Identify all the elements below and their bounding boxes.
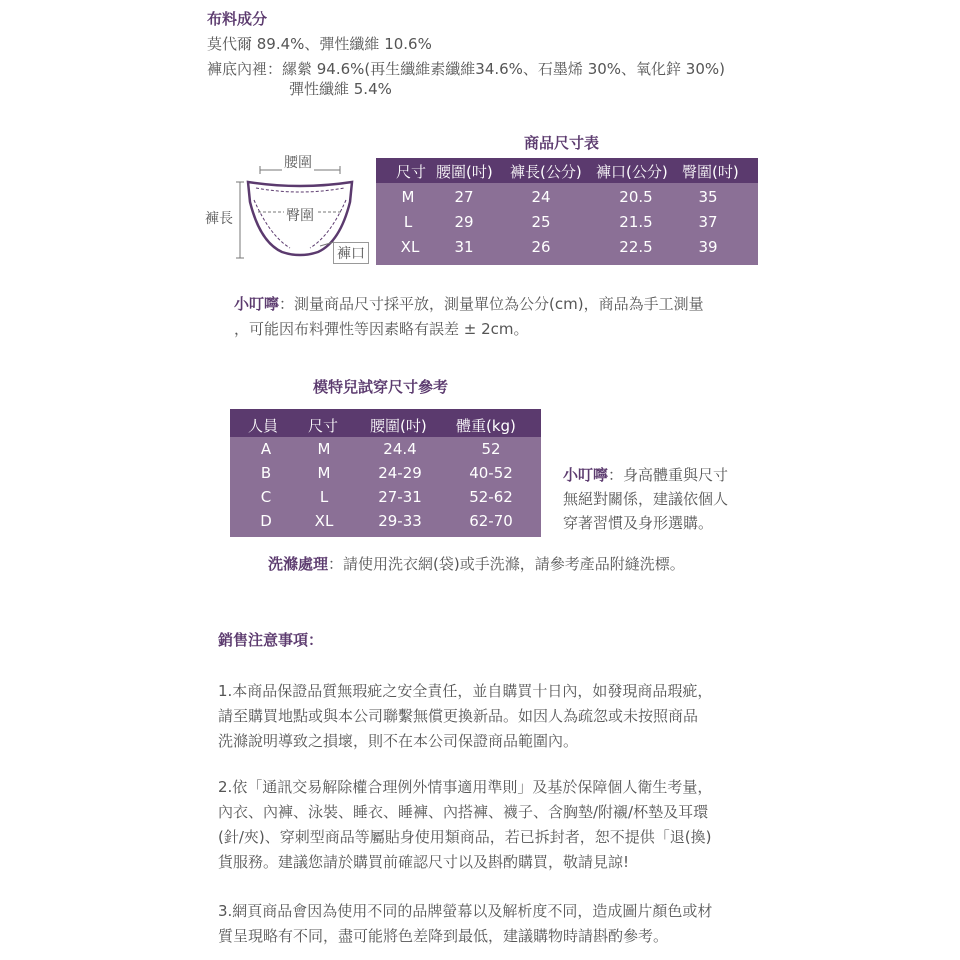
size-cell: 35 xyxy=(698,188,718,206)
model-cell: D xyxy=(260,512,272,530)
tip-body-text-3: 穿著習慣及身形選購。 xyxy=(563,514,714,532)
washing-text: ：請使用洗衣網(袋)或手洗滌，請參考產品附縫洗標。 xyxy=(328,555,685,573)
model-cell: 62-70 xyxy=(469,512,513,530)
size-cell: 27 xyxy=(454,188,474,206)
size-chart-table xyxy=(376,158,758,265)
size-header-size: 尺寸 xyxy=(396,163,427,181)
notice-title: 銷售注意事項： xyxy=(218,631,324,649)
tip-measure xyxy=(234,293,704,314)
size-chart-title: 商品尺寸表 xyxy=(524,134,600,152)
model-cell: M xyxy=(317,464,331,482)
notice-p1-line-1: 1.本商品保證品質無瑕疵之安全責任，並自購買十日內，如發現商品瑕疵， xyxy=(218,682,713,700)
fabric-title: 布料成分 xyxy=(207,10,268,28)
model-cell: 24.4 xyxy=(383,440,417,458)
size-cell: 22.5 xyxy=(619,238,653,256)
size-cell: XL xyxy=(400,238,420,256)
size-header-waist: 腰圍(吋) xyxy=(436,163,493,181)
size-cell: 24 xyxy=(531,188,551,206)
size-header-leg: 褲口(公分) xyxy=(596,163,668,181)
model-header-size: 尺寸 xyxy=(308,417,339,435)
diagram-label-leg: 褲口 xyxy=(333,242,369,264)
notice-p2-line-3: (針/夾)、穿刺型商品等屬貼身使用類商品，若已拆封者，恕不提供「退(換) xyxy=(218,828,712,846)
tip-body xyxy=(563,464,728,485)
notice-p3-line-2: 質呈現略有不同，盡可能將色差降到最低，建議購物時請斟酌參考。 xyxy=(218,927,669,945)
model-cell: A xyxy=(260,440,272,458)
notice-p2-line-1: 2.依「通訊交易解除權合理例外情事適用準則」及基於保障個人衛生考量， xyxy=(218,778,713,796)
tip-measure-text: ：測量商品尺寸採平放，測量單位為公分(cm)，商品為手工測量 xyxy=(279,295,704,313)
model-header-weight: 體重(kg) xyxy=(456,417,516,435)
model-cell: M xyxy=(317,440,331,458)
model-cell: B xyxy=(260,464,272,482)
size-header-length: 褲長(公分) xyxy=(510,163,582,181)
tip-body-text-1: ：身高體重與尺寸 xyxy=(608,466,729,484)
model-header-waist: 腰圍(吋) xyxy=(370,417,427,435)
model-cell: 52-62 xyxy=(469,488,513,506)
tip-measure-text-2: ，可能因布料彈性等因素略有誤差 ± 2cm。 xyxy=(234,320,529,338)
model-cell: 40-52 xyxy=(469,464,513,482)
tip-label: 小叮嚀 xyxy=(234,295,280,313)
model-chart-table xyxy=(230,409,541,537)
notice-p2-line-4: 貨服務。建議您請於購買前確認尺寸以及斟酌購買，敬請見諒! xyxy=(218,853,630,871)
size-cell: 37 xyxy=(698,213,718,231)
model-cell: XL xyxy=(314,512,334,530)
washing-instructions xyxy=(268,553,685,574)
model-cell: 29-33 xyxy=(378,512,422,530)
model-cell: 52 xyxy=(481,440,501,458)
model-cell: L xyxy=(319,488,329,506)
notice-p3-line-1: 3.網頁商品會因為使用不同的品牌螢幕以及解析度不同，造成圖片顏色或材 xyxy=(218,902,713,920)
fabric-line-3: 彈性纖維 5.4% xyxy=(289,80,392,98)
diagram-label-waist: 腰圍 xyxy=(282,152,314,172)
tip-body-text-2: 無絕對關係，建議依個人 xyxy=(563,490,729,508)
notice-p1-line-2: 請至購買地點或與本公司聯繫無償更換新品。如因人為疏忽或未按照商品 xyxy=(218,707,699,725)
notice-p1-line-3: 洗滌說明導致之損壞，則不在本公司保證商品範圍內。 xyxy=(218,732,579,750)
fabric-line-1: 莫代爾 89.4%、彈性纖維 10.6% xyxy=(207,35,432,53)
size-cell: 25 xyxy=(531,213,551,231)
size-cell: 20.5 xyxy=(619,188,653,206)
size-cell: M xyxy=(401,188,415,206)
model-header-person: 人員 xyxy=(248,417,279,435)
model-cell: 27-31 xyxy=(378,488,422,506)
notice-p2-line-2: 內衣、內褲、泳裝、睡衣、睡褲、內搭褲、襪子、含胸墊/附襯/杯墊及耳環 xyxy=(218,803,709,821)
diagram-label-hip: 臀圍 xyxy=(284,205,316,225)
washing-label: 洗滌處理 xyxy=(268,555,329,573)
size-cell: 39 xyxy=(698,238,718,256)
size-cell: 29 xyxy=(454,213,474,231)
model-chart-title: 模特兒試穿尺寸參考 xyxy=(313,378,449,396)
size-cell: 31 xyxy=(454,238,474,256)
size-cell: 21.5 xyxy=(619,213,653,231)
fabric-line-2: 褲底內裡：縲縈 94.6%(再生纖維素纖維34.6%、石墨烯 30%、氧化鋅 30%) xyxy=(207,60,725,78)
size-cell: 26 xyxy=(531,238,551,256)
size-header-hip: 臀圍(吋) xyxy=(682,163,739,181)
diagram-label-length: 褲長 xyxy=(205,208,233,228)
size-cell: L xyxy=(403,213,413,231)
model-cell: C xyxy=(260,488,272,506)
tip-label: 小叮嚀 xyxy=(563,466,609,484)
model-cell: 24-29 xyxy=(378,464,422,482)
